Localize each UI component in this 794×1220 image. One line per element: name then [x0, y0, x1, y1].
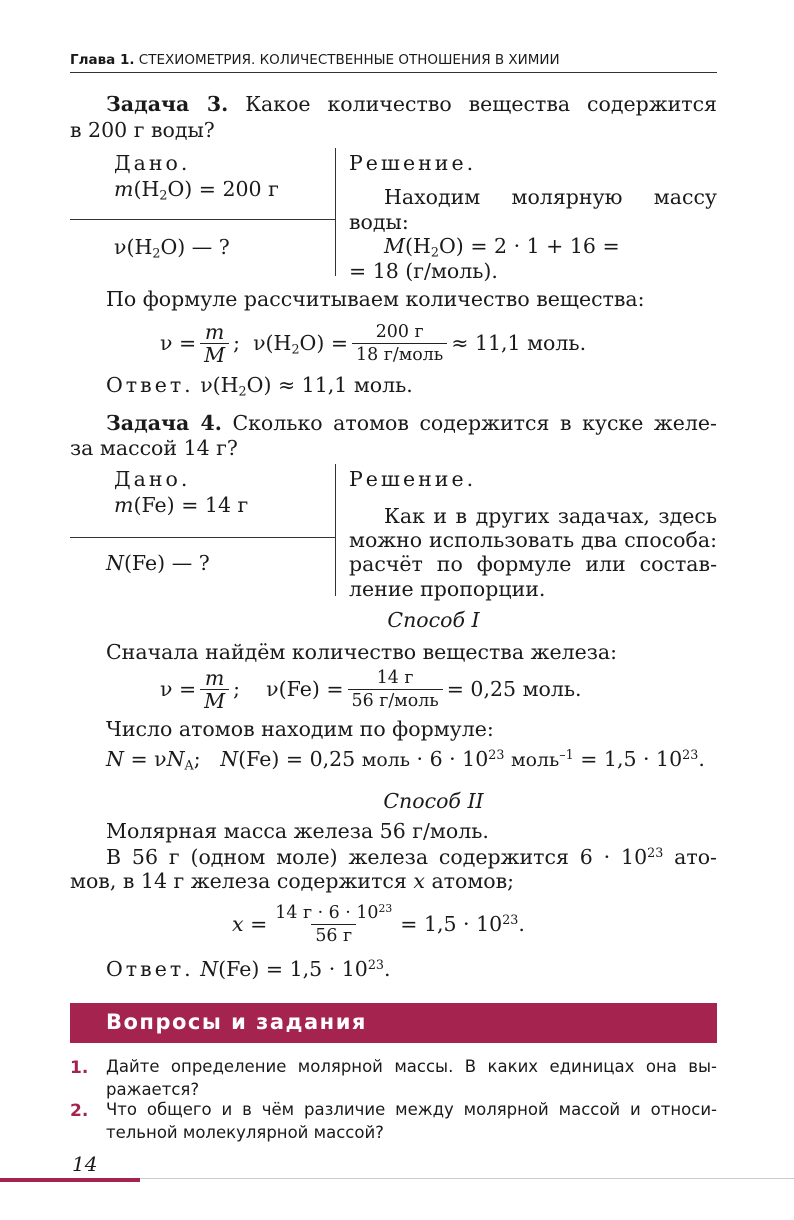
question-2-number: 2.	[70, 1101, 89, 1121]
method-2-line2: В 56 г (одном моле) железа содержится $6 \cdot 10^{23}$ ато-	[106, 845, 717, 869]
method-1-result: = 0,25 моль.	[446, 677, 582, 701]
questions-title: Вопросы и задания	[106, 1010, 367, 1034]
task4-given-value: m(Fe) = 14 г	[114, 493, 249, 517]
chapter-label: Глава 1.	[70, 52, 135, 68]
task3-given-label: Дано.	[114, 151, 191, 175]
task4-find: N(Fe) — ?	[106, 551, 210, 575]
task3-frac-num: 200 г	[375, 321, 424, 342]
method-1-formula: ν = $\frac{m}{M}$ ; ν(Fe) = $\frac{14 г}{\text{56 г/моль}}$ = 0,25 моль.	[160, 665, 582, 713]
task3-given-divider	[70, 219, 335, 220]
task4-answer: Ответ. $N(Fe) = 1,5 \cdot 10^{23}$.	[106, 957, 391, 981]
header-rule	[70, 72, 717, 73]
method-2-formula: x = $\frac{14 г \cdot 6 \cdot 10^{23}}{56 г}$ = $1,5 \cdot 10^{23}$.	[232, 901, 525, 946]
method-2-title: Способ II	[383, 789, 484, 813]
method-2-result: = $1,5 \cdot 10^{23}$.	[400, 912, 525, 936]
task3-heading-line2: в 200 г воды?	[70, 118, 215, 142]
question-1-line2: ражается?	[106, 1080, 200, 1099]
task3-solution-label: Решение.	[349, 151, 477, 175]
method-2-frac-num: 14 $г \cdot 6 \cdot 10^{23}$	[275, 901, 393, 923]
task3-label: Задача 3.	[106, 92, 229, 116]
task3-vertical-divider	[335, 148, 336, 276]
method-1-title: Способ I	[387, 608, 480, 632]
task3-solution-line2: воды:	[349, 210, 409, 234]
task4-given-divider	[70, 537, 335, 538]
footer-rule	[140, 1178, 794, 1179]
task4-solution-line2: можно использовать два способа:	[349, 528, 717, 552]
question-2-line2: тельной молекулярной массой?	[106, 1123, 384, 1142]
task3-given-value: $m(H_2O) = 200$ г	[114, 177, 279, 203]
chapter-title: СТЕХИОМЕТРИЯ. КОЛИЧЕСТВЕННЫЕ ОТНОШЕНИЯ В ХИМИИ	[138, 52, 560, 68]
task3-find: $\nu(H_2O)$ — ?	[114, 235, 230, 261]
method-2-line1: Молярная масса железа 56 г/моль.	[106, 819, 489, 843]
task4-label: Задача 4.	[106, 411, 222, 435]
task4-solution-line1: Как и в других задачах, здесь	[384, 504, 717, 528]
task3-solution-line4: = 18 (г/моль).	[349, 259, 498, 283]
method-2-frac-den: 56 г	[311, 924, 356, 947]
task4-solution-line4: ление пропорции.	[349, 577, 546, 601]
task4-question: Сколько атомов содержится в куске желе-	[232, 411, 717, 435]
task3-formula-intro: По формуле рассчитываем количество вещества:	[106, 287, 645, 311]
task4-heading-line1	[106, 410, 717, 436]
task4-heading-line2: за массой 14 г?	[70, 436, 238, 460]
task3-solution-line3: $M(H_2O) = 2 \cdot 1 + 16$ =	[384, 234, 620, 260]
task4-solution-line3: расчёт по формуле или состав-	[349, 552, 717, 576]
task4-given-label: Дано.	[114, 467, 191, 491]
method-1-atoms-formula: $N = \nu N_A$; N(Fe) = 0,25 моль · $6 \cdot 10^{23}$ моль$^{-1}$ = $1,5 \cdot 10^{23}$.	[106, 747, 705, 773]
task3-answer: Ответ. $\nu(H_2O) \approx 11,1$ моль.	[106, 373, 413, 399]
question-2-line1: Что общего и в чём различие между молярной массой и относи-	[106, 1100, 717, 1119]
task3-frac-den: 18 г/моль	[352, 343, 447, 366]
task4-solution-label: Решение.	[349, 467, 477, 491]
task3-formula-result: ≈ 11,1 моль.	[451, 331, 587, 355]
task3-heading-line1	[106, 91, 717, 117]
method-1-line1: Сначала найдём количество вещества железа:	[106, 640, 618, 664]
method-1-line2: Число атомов находим по формуле:	[106, 717, 494, 741]
task3-question: Какое количество вещества содержится	[245, 92, 717, 116]
question-1-line1: Дайте определение молярной массы. В каких единицах она вы-	[106, 1057, 717, 1076]
task3-solution-line1: Находим молярную массу	[384, 185, 717, 209]
page-number-bar	[0, 1178, 140, 1182]
task3-formula: ν = $\frac{m}{M}$ ; $\nu(H_2O)$ = $\frac{200 г}{\text{18 г/моль}}$ ≈ 11,1 моль.	[160, 319, 587, 367]
method-2-line3: мов, в 14 г железа содержится x атомов;	[70, 869, 515, 893]
task4-vertical-divider	[335, 464, 336, 596]
page-number: 14	[72, 1152, 98, 1176]
running-header	[70, 52, 560, 68]
question-1-number: 1.	[70, 1058, 89, 1078]
method-1-frac-den: 56 г/моль	[348, 689, 443, 712]
method-1-frac-num: 14 г	[376, 667, 414, 688]
